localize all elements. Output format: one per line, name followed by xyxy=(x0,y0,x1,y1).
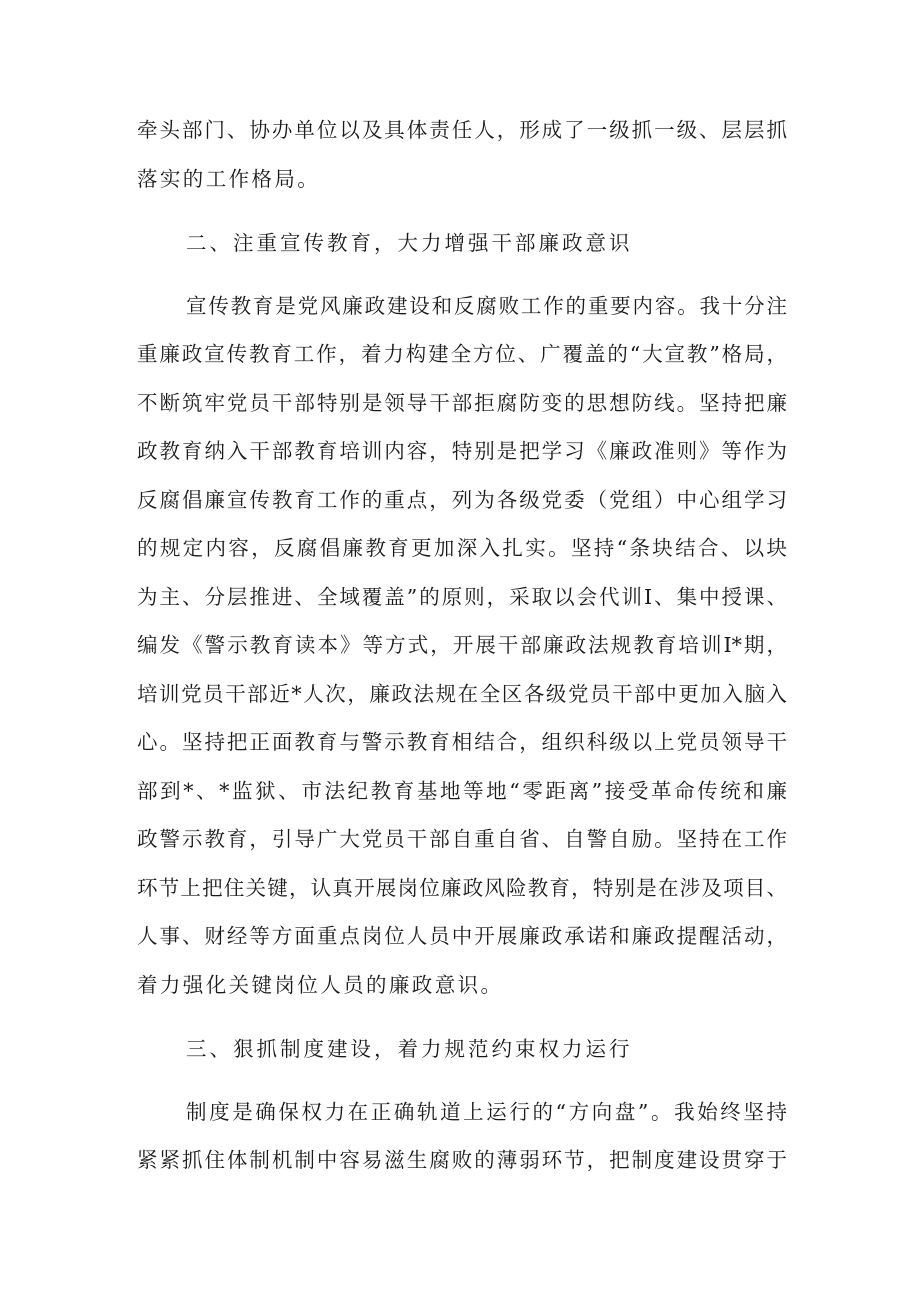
text-line: 制度是确保权力在正确轨道上运行的“方向盘”。我始终坚持 xyxy=(186,1100,787,1124)
text-line: 牵头部门、协办单位以及具体责任人，形成了一级抓一级、层层抓 xyxy=(137,118,787,142)
text-line: 落实的工作格局。 xyxy=(137,167,321,191)
text-line: 不断筑牢党员干部特别是领导干部拒腐防变的思想防线。坚持把廉 xyxy=(137,391,787,415)
section-heading: 二、注重宣传教育，大力增强干部廉政意识 xyxy=(186,231,633,255)
text-line: 心。坚持把正面教育与警示教育相结合，组织科级以上党员领导干 xyxy=(137,730,787,754)
text-line: 环节上把住关键，认真开展岗位廉政风险教育，特别是在涉及项目、 xyxy=(137,876,787,900)
text-line: 人事、财经等方面重点岗位人员中开展廉政承诺和廉政提醒活动， xyxy=(137,924,787,948)
section-heading: 三、狠抓制度建设，着力规范约束权力运行 xyxy=(186,1037,633,1061)
text-line: 着力强化关键岗位人员的廉政意识。 xyxy=(137,973,504,997)
text-line: 重廉政宣传教育工作，着力构建全方位、广覆盖的“大宣教”格局， xyxy=(137,342,787,366)
text-line: 政教育纳入干部教育培训内容，特别是把学习《廉政准则》等作为 xyxy=(137,439,787,463)
text-line: 政警示教育，引导广大党员干部自重自省、自警自励。坚持在工作 xyxy=(137,827,787,851)
text-line: 的规定内容，反腐倡廉教育更加深入扎实。坚持“条块结合、以块 xyxy=(137,536,787,560)
text-line: 紧紧抓住体制机制中容易滋生腐败的薄弱环节，把制度建设贯穿于 xyxy=(137,1148,787,1172)
text-line: 宣传教育是党风廉政建设和反腐败工作的重要内容。我十分注 xyxy=(186,294,787,318)
text-line: 为主、分层推进、全域覆盖”的原则，采取以会代训I、集中授课、 xyxy=(137,585,787,609)
text-line: 反腐倡廉宣传教育工作的重点，列为各级党委（党组）中心组学习 xyxy=(137,488,787,512)
text-line: 编发《警示教育读本》等方式，开展干部廉政法规教育培训I*期， xyxy=(137,633,787,657)
text-line: 部到*、*监狱、市法纪教育基地等地“零距离”接受革命传统和廉 xyxy=(137,779,787,803)
text-line: 培训党员干部近*人次，廉政法规在全区各级党员干部中更加入脑入 xyxy=(137,682,787,706)
